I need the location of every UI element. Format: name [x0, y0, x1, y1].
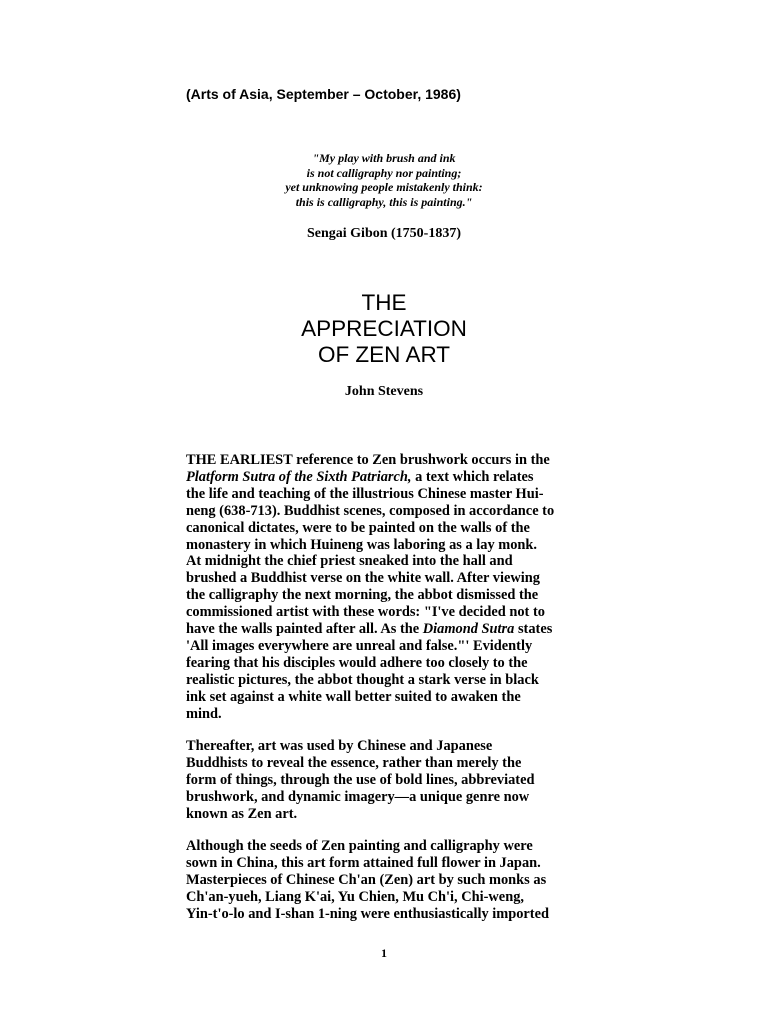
body-line: [186, 452, 606, 469]
article-title: [0, 290, 768, 368]
page-number: 1: [381, 946, 387, 960]
body-line: [186, 486, 606, 503]
body-line: [186, 855, 606, 872]
author-name: John Stevens: [344, 384, 424, 399]
body-text: commissioned artist with these words: "I've decided not to: [186, 604, 545, 621]
title-line: OF ZEN ART: [317, 342, 451, 367]
body-text: have the walls painted after all. As the: [186, 621, 423, 638]
body-text: form of things, through the use of bold lines, abbreviated: [186, 771, 535, 788]
body-text: ink set against a white wall better suited to awaken the: [186, 688, 521, 705]
body-line: [186, 553, 606, 570]
body-line: [186, 537, 606, 554]
body-text: the life and teaching of the illustrious Chinese master Hui-: [186, 485, 544, 502]
body-line: [186, 587, 606, 604]
body-line: [186, 570, 606, 587]
body-line: [186, 906, 606, 923]
body-line: [186, 655, 606, 672]
body-text: brushed a Buddhist verse on the white wall. After viewing: [186, 570, 540, 587]
body-text: the calligraphy the next morning, the abbot dismissed the: [186, 587, 539, 604]
body-paragraph-3: [186, 838, 606, 923]
body-text: mind.: [186, 705, 222, 722]
body-line: [186, 689, 606, 706]
body-line: [186, 621, 606, 638]
body-paragraph-1: [186, 452, 606, 723]
epigraph-line: this is calligraphy, this is painting.": [295, 194, 473, 209]
italic-title-text: Diamond Sutra: [422, 621, 515, 638]
body-line: [186, 672, 606, 689]
body-text: Masterpieces of Chinese Ch'an (Zen) art by such monks as: [186, 871, 547, 888]
body-text: canonical dictates, were to be painted on the walls of the: [186, 519, 530, 536]
epigraph-line: is not calligraphy nor painting;: [306, 165, 462, 180]
body-line: [186, 503, 606, 520]
body-line: [186, 706, 606, 723]
body-text: states: [514, 621, 553, 638]
body-line: [186, 520, 606, 537]
epigraph-attribution: Sengai Gibon (1750-1837): [306, 226, 461, 241]
body-text: brushwork, and dynamic imagery—a unique genre now: [186, 788, 530, 805]
body-line: [186, 872, 606, 889]
source-citation: (Arts of Asia, September – October, 1986): [186, 86, 461, 102]
body-line: [186, 638, 606, 655]
body-line: [186, 838, 606, 855]
body-line: [186, 806, 606, 823]
body-text: Buddhists to reveal the essence, rather than merely the: [186, 754, 522, 771]
body-paragraph-2: [186, 738, 606, 823]
body-text: At midnight the chief priest sneaked into the hall and: [186, 553, 513, 570]
title-line: THE: [361, 290, 407, 315]
body-text: a text which relates: [411, 468, 534, 485]
body-text: monastery in which Huineng was laboring as a lay monk.: [186, 536, 538, 553]
body-line: [186, 772, 606, 789]
body-line: [186, 738, 606, 755]
body-text: realistic pictures, the abbot thought a stark verse in black: [186, 671, 539, 688]
body-text: THE EARLIEST reference to Zen brushwork occurs in the: [186, 452, 550, 468]
body-text: Thereafter, art was used by Chinese and Japanese: [186, 738, 493, 754]
body-line: [186, 469, 606, 486]
body-text: sown in China, this art form attained full flower in Japan.: [186, 854, 541, 871]
body-text: Ch'an-yueh, Liang K'ai, Yu Chien, Mu Ch'i, Chi-weng,: [186, 888, 524, 905]
body-line: [186, 889, 606, 906]
epigraph-quote: [0, 151, 768, 209]
body-line: [186, 789, 606, 806]
body-text: Although the seeds of Zen painting and calligraphy were: [186, 838, 533, 854]
body-line: [186, 604, 606, 621]
body-line: [186, 755, 606, 772]
body-text: Yin-t'o-lo and I-shan 1-ning were enthusiastically imported: [186, 905, 549, 922]
epigraph-line: yet unknowing people mistakenly think:: [285, 180, 483, 194]
body-text: 'All images everywhere are unreal and false."' Evidently: [186, 637, 533, 654]
epigraph-line: "My play with brush and ink: [312, 151, 456, 165]
italic-title-text: Platform Sutra of the Sixth Patriarch,: [186, 468, 412, 485]
body-text: fearing that his disciples would adhere too closely to the: [186, 654, 528, 671]
body-text: known as Zen art.: [186, 805, 298, 822]
body-text: neng (638-713). Buddhist scenes, composed in accordance to: [186, 502, 555, 519]
title-line: APPRECIATION: [301, 316, 467, 341]
